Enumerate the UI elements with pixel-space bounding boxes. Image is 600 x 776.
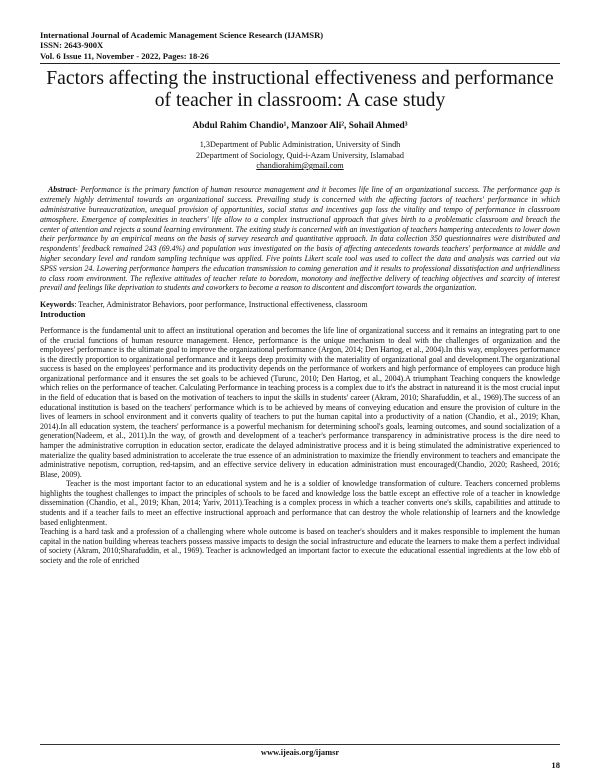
affiliations — [40, 140, 560, 161]
footer-rule — [40, 744, 560, 745]
paragraph: Performance is the fundamental unit to affect an institutional operation and becomes the life line of organizational success and it remains an integrating part to one of the crucial functions of human resource management. Hence, performance is the unique mechanism to deal with the challenges of organization and the employees' performance is the ultimate goal to improve the organizational performance (Argon, 2014; Den Hartog, et al., 2004).In this way, employees performance is the directly proportion to organizational performance and it keeps deep proximity with the materiality of organizational goal and development.The organizational success is based on the employees' performance and its productivity depends on the performance of workers and high performance of employees can produce high organizational performance and it ensures the set goals to be achieved (Turunc, 2010; Den Hartog, et al., 2004).A triumphant Teaching conquers the knowledge which relies on the performance of teacher. Calculating Performance in teaching process is a complex due to it's the abstract in natureand it is the most crucial input in the field of education that is based on the motivation of teachers to input the skills in students' career (Akram, 2010; Sharafuddin, et al., 1969).The success of an educational institution is based on the teachers' performance which is to be achieved by means of conveying education and ensure the provision of culture in the lives of learners in school environment and it converts quality of teachers to put the human capital into a productivity of a nation (Chandio, et al., 2019; Khan, 2014).In all education system, the teachers' performance is a powerful mechanism for determining school's goals, learning outcomes, and sound socialization of a generation(Nadeem, et al., 2011).In the way, of growth and development of a teacher's performance transparency in administrative process is the dire need to hamper the administrative corruption in education sector, eradicate the delayed administrative process and it is being stimulated the administrative experienced to materialize the quality based administration to accelerate the true essence of an administration to maximize the friendly environment to teachers and emancipate the administrative nepotism, corruption, red-tapsim, and an effective service delivery in education administration must encouraged(Chandio, 2020; Rasheed, 2016; Blase, 2009). — [40, 326, 560, 479]
volume-info: Vol. 6 Issue 11, November - 2022, Pages: 18-26 — [40, 50, 209, 61]
paper-page — [40, 30, 560, 565]
abstract-label: Abstract- — [48, 185, 78, 195]
journal-name: International Journal of Academic Management Science Research (IJAMSR) — [40, 30, 324, 40]
keywords-text: : Teacher, Administrator Behaviors, poor performance, Instructional effectiveness, classroom — [74, 300, 368, 310]
title-line-2: of teacher in classroom: A case study — [154, 90, 446, 112]
title-line-1: Factors affecting the instructional effectiveness and performance — [46, 68, 554, 90]
affiliation-2: 2Department of Sociology, Quid-i-Azam University, Islamabad — [196, 150, 404, 160]
body-text — [40, 326, 560, 565]
issn: ISSN: 2643-900X — [40, 40, 104, 51]
journal-header — [40, 30, 560, 61]
author-list: Abdul Rahim Chandio¹, Manzoor Ali², Sohail Ahmed³ — [192, 121, 408, 132]
abstract-text: Performance is the primary function of human resource management and it becomes life line of an organizational success. The performance gap is extremely highly detrimental towards an organizational success. Prevailing study is concerned with the affecting factors of teachers' performance in which administrative bureaucratization, unequal provision of opportunities, social status and incentives gap loss the vitality and tempo of performance in classroom atmosphere. Emergence of complexities in teachers' life allow to a complex instructional approach that gives birth to a problematic classroom and breach the center of attention and rejects a sound learning environment. The exiting study is concerned with an investigation of teachers hampering antecedents to lower down their performance by an empirical means on the basis of survey research and quantitative approach. In data collection 350 questionnaires were distributed and respondents' feedback remained 243 (69.4%) and population was investigated on the basis of affecting antecedents towards teachers' performance at middle and higher secondary level and random sampling technique was applied. Five points Likert scale tool was used to collect the data and analysis was carried out via SPSS version 24. Lowering performance hampers the education transmission to coming generation and it results to professional dissatisfaction and unfriendliness to class room environment. The reflexive attitudes of teacher relate to boredom, monotony and ineffective delivery of teaching objectives and scarcity of interest prevail and feelings like deprivation to students and coworkers to become a reason to discontent and discomfort towards the organization. — [40, 185, 560, 293]
paper-title — [40, 68, 560, 112]
footer-url[interactable]: www.ijeais.org/ijamsr — [260, 748, 340, 757]
keywords — [40, 300, 560, 310]
paragraph: Teaching is a hard task and a profession of a challenging where whole outcome is based on teacher's shoulders and it makes responsible to implement the human capital in the nation building whereas teachers possess massive impacts to design the social infrastructure and educate the learners to make them a perfect individual of society (Akram, 2010;Sharafuddin, et al., 1969). Teacher is acknowledged an important factor to execute the educational essential ingredients at the low ebb of society and the role of enriched — [40, 527, 560, 565]
author-email[interactable]: chandiorahim@gmail.com — [256, 161, 344, 171]
paragraph: Teacher is the most important factor to an educational system and he is a soldier of knowledge transformation of culture. Teachers concerned problems highlights the toughest challenges to impact the principles of schools to be faced and knowledge loss the battle except an effective role of a teacher in knowledge dissemination (Chandio, et al., 2019; Khan, 2014; Yariv, 2011).Teaching is a complex process in which a teacher converts one's skills, capabilities and attitude to students and if a teacher fails to meet an effective instructional approach and performance that can destroy the whole relationship of learners and the knowledge based enlightenment. — [40, 479, 560, 527]
section-heading-introduction: Introduction — [40, 310, 86, 319]
affiliation-1: 1,3Department of Public Administration, University of Sindh — [199, 140, 401, 150]
keywords-label: Keywords — [40, 300, 75, 310]
abstract — [40, 185, 560, 293]
header-rule — [40, 63, 560, 64]
page-number: 18 — [551, 760, 560, 770]
page-footer — [40, 744, 560, 770]
